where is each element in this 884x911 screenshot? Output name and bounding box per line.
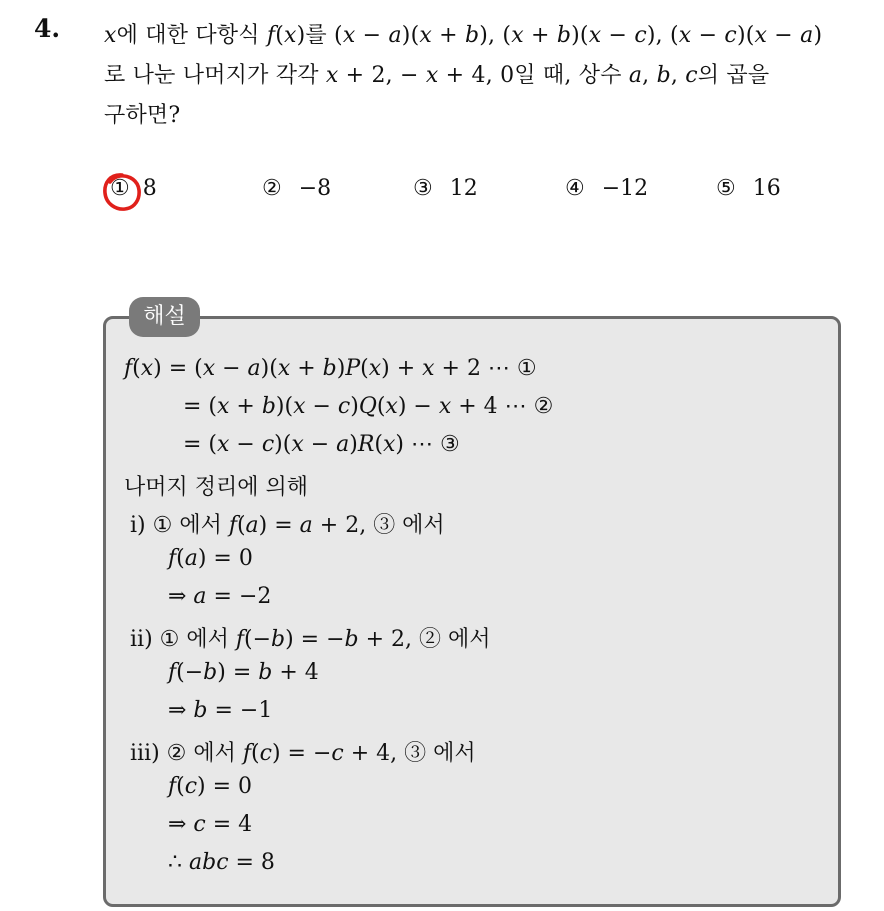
solution-line-12: 𝑓(𝑐) = 0 (168, 774, 253, 799)
choice-1-label: ① (110, 176, 130, 201)
solution-line-11: ⅲ) ② 에서 𝑓(𝑐) = −𝑐 + 4, ③ 에서 (130, 741, 476, 766)
solution-line-4: 나머지 정리에 의해 (124, 475, 309, 500)
question-line-1: 𝑥에 대한 다항식 𝑓(𝑥)를 (𝑥 − 𝑎)(𝑥 + 𝑏), (𝑥 + 𝑏)(𝑥 − 𝑐), (𝑥 − 𝑐)(𝑥 − 𝑎) (104, 23, 823, 48)
question-line-2: 로 나눈 나머지가 각각 𝑥 + 2, − 𝑥 + 4, 0일 때, 상수 𝑎, 𝑏, 𝑐의 곱을 (104, 63, 770, 88)
answer-choices (0, 176, 884, 216)
choice-5-label: ⑤ (716, 176, 736, 201)
choice-3[interactable] (413, 176, 478, 201)
solution-line-5: ⅰ) ① 에서 𝑓(𝑎) = 𝑎 + 2, ③ 에서 (130, 513, 445, 538)
choice-5[interactable] (716, 176, 781, 201)
choice-4-value: −12 (601, 176, 649, 201)
question-line-3: 구하면? (104, 103, 181, 128)
choice-4-label: ④ (565, 176, 585, 201)
choice-5-value: 16 (752, 176, 781, 201)
solution-line-6: 𝑓(𝑎) = 0 (168, 546, 253, 571)
choice-2[interactable] (262, 176, 331, 201)
choice-2-label: ② (262, 176, 282, 201)
question-number: 4. (34, 14, 61, 43)
solution-line-14: ∴ 𝑎𝑏𝑐 = 8 (168, 850, 275, 875)
solution-tab: 해설 (129, 297, 200, 337)
choice-3-value: 12 (449, 176, 478, 201)
solution-line-9: 𝑓(−𝑏) = 𝑏 + 4 (168, 660, 319, 685)
choice-3-label: ③ (413, 176, 433, 201)
solution-line-8: ⅱ) ① 에서 𝑓(−𝑏) = −𝑏 + 2, ② 에서 (130, 627, 491, 652)
solution-line-3: = (𝑥 − 𝑐)(𝑥 − 𝑎)𝑅(𝑥) ⋯ ③ (183, 432, 460, 457)
choice-1[interactable] (110, 176, 157, 201)
choice-2-value: −8 (298, 176, 332, 201)
solution-line-10: ⇒ 𝑏 = −1 (168, 698, 273, 723)
solution-line-13: ⇒ 𝑐 = 4 (168, 812, 253, 837)
choice-4[interactable] (565, 176, 648, 201)
choice-1-value: 8 (142, 176, 157, 201)
solution-line-1: 𝑓(𝑥) = (𝑥 − 𝑎)(𝑥 + 𝑏)𝑃(𝑥) + 𝑥 + 2 ⋯ ① (124, 356, 537, 381)
solution-line-2: = (𝑥 + 𝑏)(𝑥 − 𝑐)𝑄(𝑥) − 𝑥 + 4 ⋯ ② (183, 394, 554, 419)
solution-line-7: ⇒ 𝑎 = −2 (168, 584, 272, 609)
